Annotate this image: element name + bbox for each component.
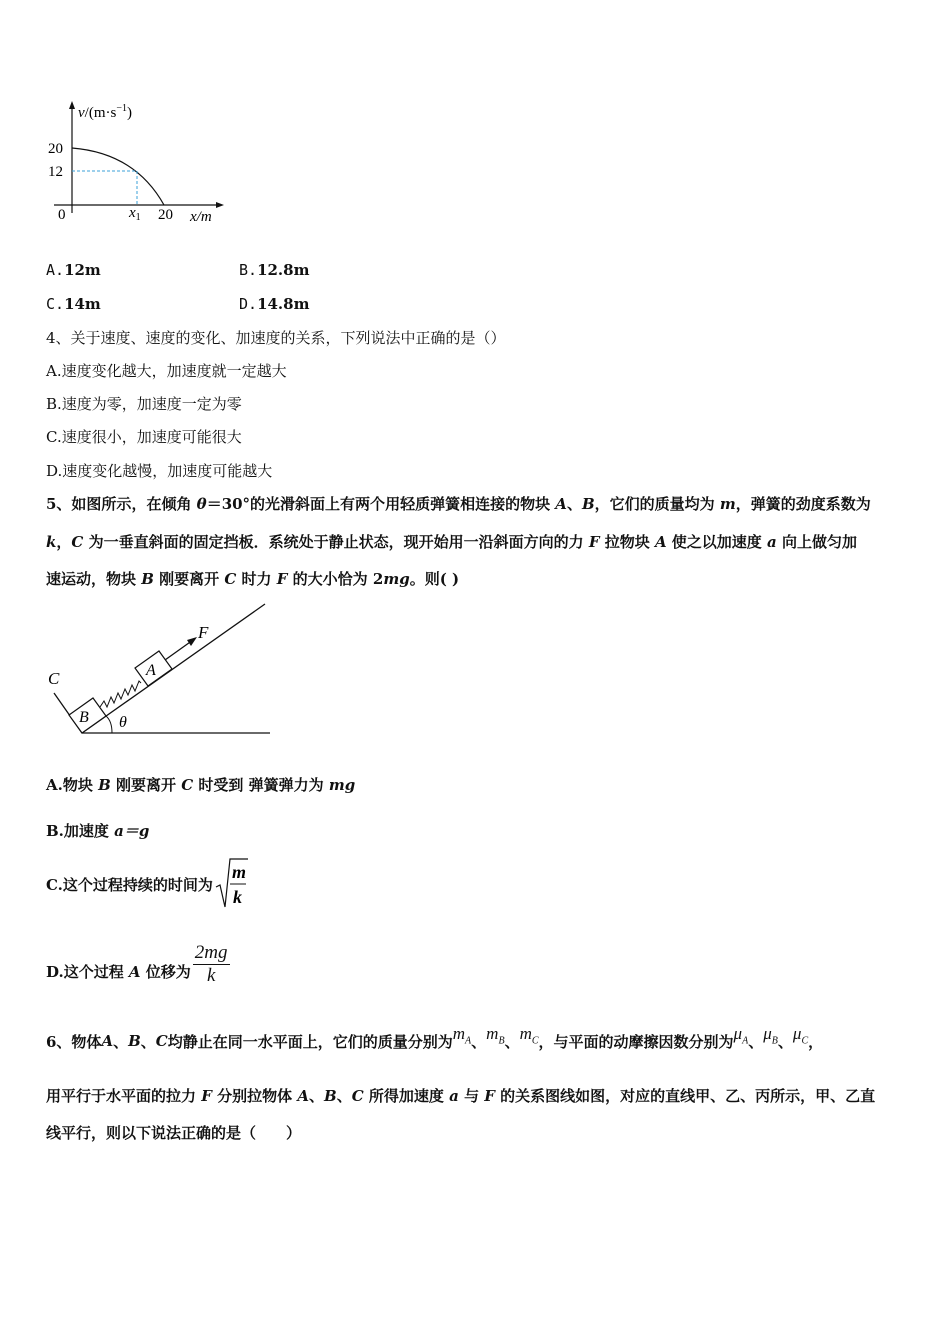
q5-stem-line2: k，C 为一垂直斜面的固定挡板．系统处于静止状态，现开始用一沿斜面方向的力 F 拉物块 A 使之以加速度 a 向上做匀加 [46,533,857,551]
y-tick-20: 20 [48,141,63,157]
velocity-displacement-graph [40,95,240,235]
angle-arc [106,716,112,733]
q6-stem-line3: 线平行，则以下说法正确的是（ ） [46,1124,302,1142]
label-c: C [48,669,60,688]
incline-figure [40,600,280,745]
friction-a-symbol: $\mu_A$ [733,1023,749,1047]
y-axis-arrow [69,101,75,109]
y-tick-12: 12 [48,164,63,180]
q5-option-d[interactable]: D.这个过程 A 位移为 $\frac{2mg}{k}$ [46,942,228,986]
q4-option-c[interactable]: C.速度很小，加速度可能很大 [46,428,242,446]
q5-stem-line3: 速运动，物块 B 刚要离开 C 时力 F 的大小恰为 2mg。则( ) [46,570,460,588]
mass-b-symbol: $m_B$ [486,1023,505,1047]
origin-label: 0 [58,207,66,223]
q3-option-d[interactable]: D.14.8m [239,295,310,313]
y-axis-label: $v/(m\cdot s^{-1})$ [78,103,132,121]
incline-line [82,604,265,733]
q4-option-b[interactable]: B.速度为零，加速度一定为零 [46,395,242,413]
q4-option-a[interactable]: A.速度变化越大，加速度就一定越大 [46,362,287,380]
friction-b-symbol: $\mu_B$ [763,1023,778,1047]
sqrt-denominator: k [232,887,242,907]
mass-a-symbol: $m_A$ [452,1023,472,1047]
q3-option-a[interactable]: A.12m [46,261,101,279]
label-b: B [79,709,89,726]
q5-option-b[interactable]: B.加速度 a＝g [46,822,150,840]
spring [100,681,141,707]
friction-c-symbol: $\mu_C$ [792,1023,809,1047]
label-theta: θ [119,714,127,731]
velocity-curve [72,148,164,205]
fraction-denominator: k [206,965,216,986]
q6-stem-line2: 用平行于水平面的拉力 F 分别拉物体 A、B、C 所得加速度 a 与 F 的关系图线如图，对应的直线甲、乙、丙所示，甲、乙直 [46,1087,876,1105]
q5-stem-line1: 5、如图所示，在倾角 θ＝30°的光滑斜面上有两个用轻质弹簧相连接的物块 A、B，它们的质量均为 m，弹簧的劲度系数为 [46,495,871,513]
q6-stem-line1: 6、物体 A 、 B 、 C 均静止在同一水平面上，它们的质量分别为 $m_A$ 、 $m_B$ 、 $m_C$ ，与平面的动摩擦因数分别为 $\mu_A$ 、 $\mu_B$ 、 $\mu_C$ ， [46,1023,824,1051]
x-axis-label: x/m [190,209,212,225]
q5-option-c[interactable]: C.这个过程持续的时间为 m k [46,856,249,912]
x-tick-20: 20 [158,207,173,223]
fraction-numerator: 2mg [194,942,228,963]
sqrt-fraction [215,857,249,911]
label-f: F [198,623,209,642]
q3-option-b[interactable]: B.12.8m [239,261,310,279]
q4-option-d[interactable]: D.速度变化越慢，加速度可能越大 [46,462,273,480]
sqrt-numerator: m [231,862,246,882]
x-tick-x1: $x_1$ [129,205,141,223]
q5-option-a[interactable]: A.物块 B 刚要离开 C 时受到 弹簧弹力为 mg [46,776,356,794]
q4-stem: 4、关于速度、速度的变化、加速度的关系，下列说法中正确的是（） [46,329,506,347]
label-a: A [146,662,156,679]
displacement-fraction [193,942,230,987]
q3-option-c[interactable]: C.14m [46,295,101,313]
x-axis-arrow [216,202,224,208]
mass-c-symbol: $m_C$ [519,1023,539,1047]
force-arrowhead [187,637,197,646]
